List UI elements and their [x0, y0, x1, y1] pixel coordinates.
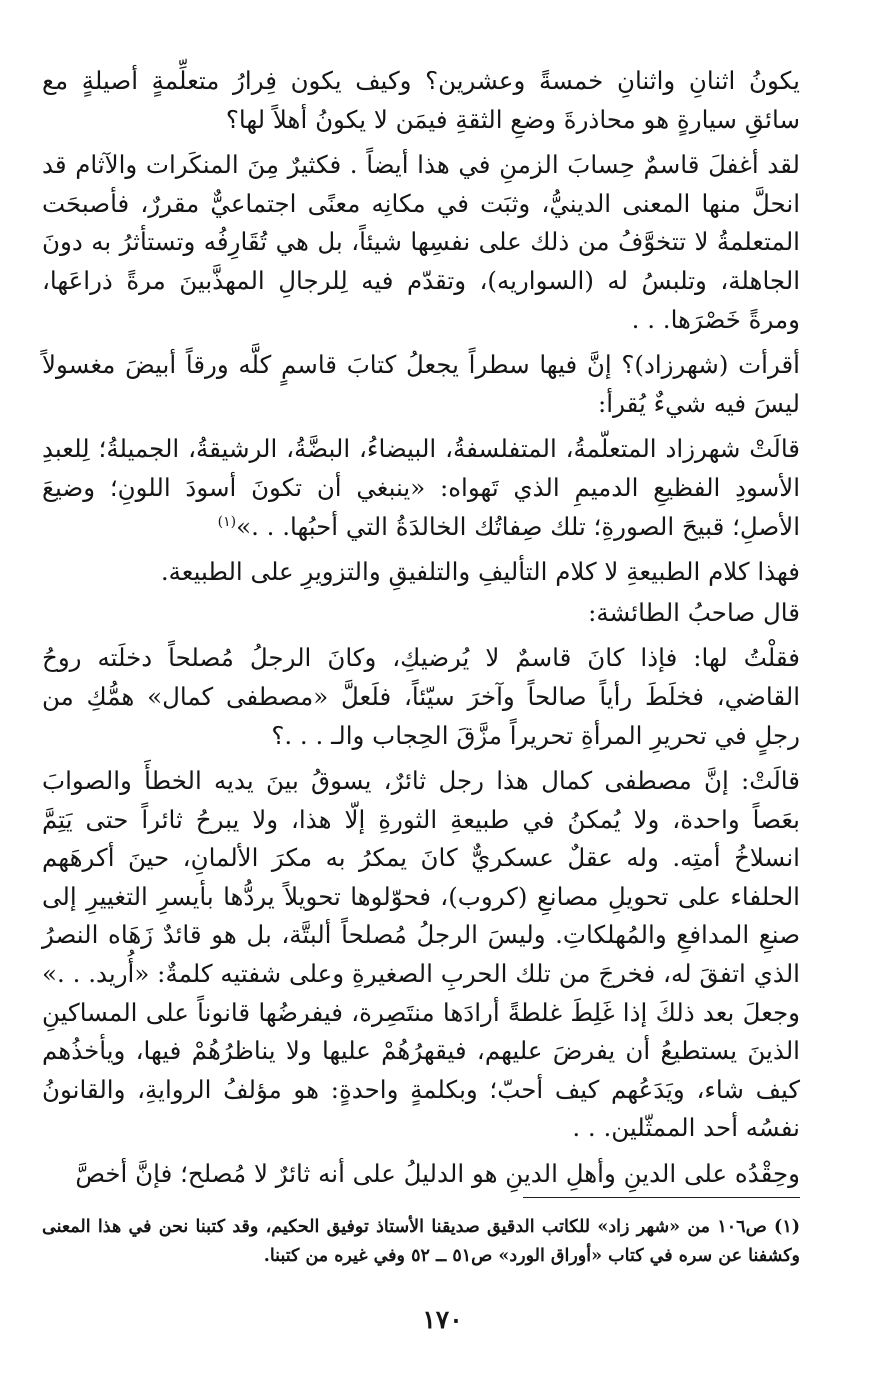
footnote: (١) ص١٠٦ من «شهر زاد» للكاتب الدقيق صديقنا الأستاذ توفيق الحكيم، وقد كتبنا نحن في هذا المعنى وكشفنا عن سره في كتاب «أوراق الورد» ص٥١ ــ ٥٢ وفي غيره من كتبنا.	[42, 1217, 800, 1266]
footnote-reference[interactable]: (١)	[217, 513, 237, 530]
paragraph-3: أقرأت (شهرزاد)؟ إنَّ فيها سطراً يجعلُ كتابَ قاسمٍ كلَّه ورقاً أبيضَ مغسولاً ليسَ فيه شيءٌ يُقرأ:	[42, 350, 800, 418]
paragraph-5: فهذا كلام الطبيعةِ لا كلام التأليفِ والتلفيقِ والتزويرِ على الطبيعة.	[160, 557, 800, 587]
page-number: ١٧٠	[422, 1305, 463, 1334]
paragraph-9: وحِقْدُه على الدينِ وأهلِ الدينِ هو الدليلُ على أنه ثائرٌ لا مُصلح؛ فإنَّ أخصَّ	[75, 1159, 800, 1189]
paragraph-1: يكونُ اثنانِ واثنانِ خمسةً وعشرين؟ وكيف يكون فِرارُ متعلِّمةٍ أصيلةٍ مع سائقِ سيارةٍ هو محاذرةَ وضعِ الثقةِ فيمَن لا يكونُ أهلاً لها؟	[42, 66, 800, 134]
quote-text: قالَتْ شهرزاد المتعلّمةُ، المتفلسفةُ، البيضاءُ، البضَّةُ، الرشيقةُ، الجميلةُ؛ لِلعبدِ الأسودِ الفظيعِ الدميمِ الذي تَهواه: «ينبغي أن تكونَ أسودَ اللونِ؛ وضيعَ الأصلِ؛ قبيحَ الصورةِ؛ تلك صِفاتُك الخالدَةُ التي أحبُها. . .»	[42, 434, 800, 541]
paragraph-6: قال صاحبُ الطائشة:	[588, 597, 800, 627]
paragraph-7: فقلْتُ لها: فإذا كانَ قاسمٌ لا يُرضيكِ، وكانَ الرجلُ مُصلحاً دخلَته روحُ القاضي، فخلَطَ رأياً صالحاً وآخرَ سيّئاً، فلَعلَّ «مصطفى كمال» همُّكِ من رجلٍ في تحريرِ المرأةِ تحريراً مزَّقَ الحِجاب والـ . . .؟	[42, 643, 800, 750]
paragraph-8: قالَتْ: إنَّ مصطفى كمال هذا رجل ثائرٌ، يسوقُ بينَ يديه الخطأَ والصوابَ بعَصاً واحدة، ولا يُمكنُ في طبيعةِ الثورةِ إلّا هذا، ولا يبرحُ ثائراً حتى يَتِمَّ انسلاخُ أمتِه. وله عقلٌ عسكريٌّ كانَ يمكرُ به مكرَ الألمانِ، حينَ أكرهَهم الحلفاء على تحويلِ مصانعِ (كروب)، فحوّلوها تحويلاً يردُّها بأيسرِ التغييرِ إلى صنعِ المدافعِ والمُهلكاتِ. وليسَ الرجلُ مُصلحاً ألبتَّة، بل هو قائدٌ زَهَاه النصرُ الذي اتفقَ له، فخرجَ من تلك الحربِ الصغيرةِ وعلى شفتيه كلمةٌ: «أُريد. . .» وجعلَ بعد ذلكَ إذا غَلِطَ غلطةً أرادَها منتَصِرة، فيفرضُها قانوناً على المساكينِ الذينَ يستطيعُ أن يفرضَ عليهم، فيقهرُهُمْ عليها ولا يناظرُهُمْ فيها، ويأخذُهم كيف شاء، ويَدَعُهم كيف أحبّ؛ وبكلمةٍ واحدةٍ: هو مؤلفُ الروايةِ، والقانونُ نفسُه أحد الممثّلين. . .	[42, 766, 800, 1143]
paragraph-4-quote	[42, 430, 800, 546]
footnote-divider	[523, 1197, 800, 1198]
page-body	[42, 62, 800, 1201]
paragraph-2: لقد أغفلَ قاسمٌ حِسابَ الزمنِ في هذا أيضاً . فكثيرٌ مِنَ المنكَرات والآثام قد انحلَّ منها المعنى الدينيُّ، وثبَت في مكانِه معنًى اجتماعيٌّ مقررٌ، فأصبحَت المتعلمةُ لا تتخوَّفُ من ذلك على نفسِها شيئاً، بل هي تُقَارِفُه وتستأثرُ به دونَ الجاهلة، وتلبسُ له (السواريه)، وتقدّم فيه لِلرجالِ المهذَّبينَ مرةً ذراعَها، ومرةً خَصْرَها. . .	[42, 150, 800, 334]
